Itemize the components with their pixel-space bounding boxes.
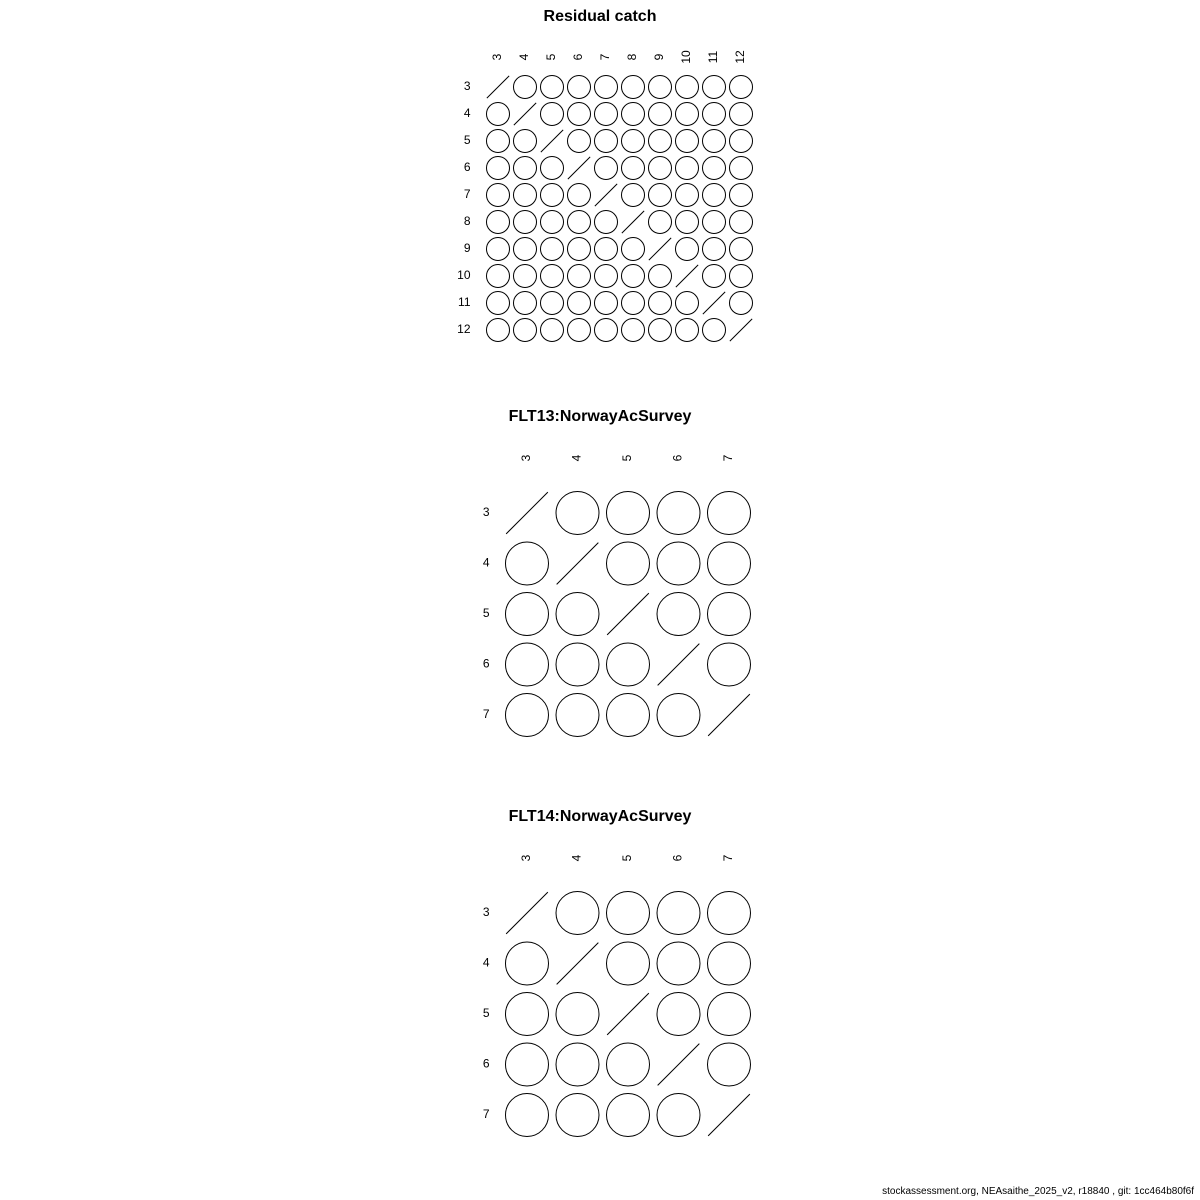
correlation-circle — [657, 694, 700, 737]
diagonal-slash — [658, 644, 700, 686]
correlation-circle — [514, 265, 537, 288]
correlation-circle — [703, 319, 726, 342]
correlation-circle — [595, 292, 618, 315]
correlation-circle — [487, 184, 510, 207]
row-label: 10 — [457, 268, 471, 283]
correlation-circle — [703, 238, 726, 261]
row-label: 4 — [482, 555, 490, 570]
correlation-circle — [657, 892, 700, 935]
correlation-circle — [730, 76, 753, 99]
correlation-circle — [541, 157, 564, 180]
correlation-circle — [730, 130, 753, 153]
correlation-circle — [703, 76, 726, 99]
row-label: 3 — [482, 505, 490, 520]
correlation-circle — [568, 292, 591, 315]
correlation-circle — [649, 292, 672, 315]
correlation-circle — [676, 211, 699, 234]
correlation-circle — [607, 643, 650, 686]
correlation-circle — [487, 130, 510, 153]
correlation-circle — [506, 542, 549, 585]
correlation-circle — [568, 238, 591, 261]
correlation-circle — [556, 1094, 599, 1137]
row-label: 7 — [482, 707, 490, 722]
correlation-circle — [622, 319, 645, 342]
correlation-circle — [595, 103, 618, 126]
correlation-circle — [514, 130, 537, 153]
correlation-circle — [541, 292, 564, 315]
correlation-circle — [703, 103, 726, 126]
correlation-circle — [657, 542, 700, 585]
row-label: 9 — [463, 241, 471, 256]
panel-title: Residual catch — [543, 8, 657, 26]
row-label: 12 — [457, 322, 471, 337]
row-label: 11 — [458, 295, 471, 310]
correlation-circle — [622, 184, 645, 207]
correlation-circle — [676, 184, 699, 207]
correlation-circle — [607, 694, 650, 737]
correlation-circle — [676, 292, 699, 315]
correlation-circle — [649, 76, 672, 99]
correlation-circle — [622, 103, 645, 126]
correlation-circle — [506, 694, 549, 737]
correlation-circle — [657, 492, 700, 535]
correlation-circle — [568, 211, 591, 234]
correlation-circle — [487, 292, 510, 315]
correlation-circle — [622, 292, 645, 315]
correlation-circle — [487, 211, 510, 234]
correlation-circle — [607, 892, 650, 935]
correlation-circle — [730, 265, 753, 288]
diagonal-slash — [649, 238, 671, 260]
column-label: 7 — [598, 53, 613, 61]
correlation-circle — [649, 319, 672, 342]
column-label: 6 — [571, 53, 586, 61]
correlation-circle — [595, 265, 618, 288]
diagonal-slash — [708, 694, 750, 736]
column-label: 5 — [544, 53, 559, 61]
row-label: 4 — [463, 106, 471, 121]
correlation-circle — [514, 292, 537, 315]
correlation-circle — [649, 130, 672, 153]
footer-credit: stockassessment.org, NEAsaithe_2025_v2, r18840 , git: 1cc464b80f6f — [882, 1186, 1194, 1197]
correlation-circle — [730, 157, 753, 180]
correlation-circle — [514, 76, 537, 99]
diagonal-slash — [514, 103, 536, 125]
correlation-circle — [568, 103, 591, 126]
correlation-circle — [506, 1094, 549, 1137]
correlation-circle — [595, 76, 618, 99]
correlation-circle — [649, 211, 672, 234]
correlation-circle — [708, 892, 751, 935]
correlation-circle — [649, 184, 672, 207]
correlation-circle — [514, 184, 537, 207]
row-label: 4 — [482, 955, 490, 970]
correlation-circle — [657, 593, 700, 636]
correlation-circle — [506, 993, 549, 1036]
correlation-circle — [730, 292, 753, 315]
correlation-circle — [607, 542, 650, 585]
column-label: 7 — [721, 454, 736, 462]
correlation-circle — [703, 130, 726, 153]
correlation-circle — [514, 238, 537, 261]
correlation-circle — [556, 492, 599, 535]
column-label: 5 — [620, 854, 635, 862]
correlation-circle — [487, 265, 510, 288]
correlation-circle — [541, 238, 564, 261]
correlation-circle — [708, 593, 751, 636]
correlation-circle — [708, 492, 751, 535]
correlation-circle — [595, 130, 618, 153]
correlation-circle — [708, 942, 751, 985]
correlation-circle — [730, 184, 753, 207]
correlation-circle — [568, 319, 591, 342]
diagonal-slash — [607, 993, 649, 1035]
column-label: 4 — [569, 454, 584, 462]
diagonal-slash — [568, 157, 590, 179]
correlation-circle — [622, 265, 645, 288]
diagonal-slash — [658, 1044, 700, 1086]
diagonal-slash — [557, 543, 599, 585]
correlation-circle — [676, 130, 699, 153]
correlation-circle — [730, 211, 753, 234]
correlation-circle — [676, 157, 699, 180]
correlation-circle — [506, 942, 549, 985]
correlation-circle — [506, 593, 549, 636]
correlation-circle — [676, 319, 699, 342]
diagonal-slash — [703, 292, 725, 314]
correlation-circle — [556, 993, 599, 1036]
correlation-circle — [514, 157, 537, 180]
correlation-circle — [568, 184, 591, 207]
correlation-circle — [703, 211, 726, 234]
panel-title: FLT14:NorwayAcSurvey — [508, 808, 692, 826]
diagonal-slash — [487, 76, 509, 98]
correlation-circle — [649, 103, 672, 126]
correlation-circle — [649, 157, 672, 180]
correlation-circle — [708, 1043, 751, 1086]
correlation-circle — [568, 265, 591, 288]
diagonal-slash — [730, 319, 752, 341]
correlation-circle — [607, 492, 650, 535]
correlation-circle — [541, 76, 564, 99]
diagonal-slash — [622, 211, 644, 233]
row-label: 6 — [482, 656, 490, 671]
column-label: 6 — [670, 454, 685, 462]
correlation-circle — [487, 319, 510, 342]
matrix-panel — [483, 808, 751, 1136]
correlation-circle — [568, 130, 591, 153]
correlation-circle — [514, 211, 537, 234]
row-label: 5 — [482, 1006, 490, 1021]
column-label: 7 — [721, 854, 736, 862]
column-label: 3 — [519, 454, 534, 462]
correlation-circle — [595, 238, 618, 261]
row-label: 7 — [482, 1107, 490, 1122]
correlation-circle — [657, 942, 700, 985]
correlation-circle — [487, 157, 510, 180]
diagonal-slash — [708, 1094, 750, 1136]
panel-title: FLT13:NorwayAcSurvey — [508, 408, 692, 426]
correlation-circle — [506, 1043, 549, 1086]
column-label: 4 — [569, 854, 584, 862]
correlation-circle — [657, 1094, 700, 1137]
correlation-circle — [514, 319, 537, 342]
correlation-circle — [703, 265, 726, 288]
correlation-circle — [622, 76, 645, 99]
correlation-circle — [541, 184, 564, 207]
correlation-circle — [541, 103, 564, 126]
column-label: 11 — [706, 50, 721, 64]
diagonal-slash — [595, 184, 617, 206]
correlation-circle — [708, 542, 751, 585]
column-label: 9 — [652, 53, 667, 61]
correlation-circle — [622, 238, 645, 261]
column-label: 3 — [519, 854, 534, 862]
correlation-circle — [676, 103, 699, 126]
correlation-circle — [730, 238, 753, 261]
row-label: 7 — [463, 187, 471, 202]
row-label: 6 — [463, 160, 471, 175]
correlation-circle — [556, 643, 599, 686]
diagonal-slash — [506, 892, 548, 934]
correlation-circle — [487, 238, 510, 261]
diagonal-slash — [506, 492, 548, 534]
correlation-circle — [556, 593, 599, 636]
diagonal-slash — [557, 943, 599, 985]
row-label: 8 — [463, 214, 471, 229]
correlation-circle — [622, 130, 645, 153]
diagonal-slash — [541, 130, 563, 152]
correlation-circle — [541, 265, 564, 288]
correlation-circle — [556, 892, 599, 935]
column-label: 3 — [490, 53, 505, 61]
column-label: 6 — [670, 854, 685, 862]
correlation-circle — [595, 211, 618, 234]
row-label: 3 — [463, 79, 471, 94]
diagonal-slash — [676, 265, 698, 287]
matrix-panel — [483, 408, 751, 736]
correlation-circle — [607, 1043, 650, 1086]
diagonal-slash — [607, 593, 649, 635]
correlation-circle — [657, 993, 700, 1036]
correlation-circle — [487, 103, 510, 126]
correlation-circle — [568, 76, 591, 99]
correlation-circle — [649, 265, 672, 288]
correlation-circle — [708, 993, 751, 1036]
correlation-circle — [622, 157, 645, 180]
row-label: 6 — [482, 1056, 490, 1071]
matrix-panel — [457, 8, 752, 341]
row-label: 5 — [482, 606, 490, 621]
correlation-circle — [541, 211, 564, 234]
column-label: 5 — [620, 454, 635, 462]
correlation-circle — [541, 319, 564, 342]
correlation-circle — [607, 942, 650, 985]
correlation-circle — [556, 1043, 599, 1086]
correlation-circle — [595, 319, 618, 342]
column-label: 4 — [517, 53, 532, 61]
correlation-circle — [730, 103, 753, 126]
correlation-circle — [703, 184, 726, 207]
column-label: 10 — [679, 50, 694, 64]
correlation-circle — [676, 76, 699, 99]
correlation-circle — [708, 643, 751, 686]
correlation-circle — [506, 643, 549, 686]
correlation-circle — [595, 157, 618, 180]
column-label: 12 — [733, 50, 748, 64]
row-label: 3 — [482, 905, 490, 920]
column-label: 8 — [625, 53, 640, 61]
row-label: 5 — [463, 133, 471, 148]
correlation-circle — [703, 157, 726, 180]
correlation-circle — [607, 1094, 650, 1137]
correlation-circle — [556, 694, 599, 737]
correlation-circle — [676, 238, 699, 261]
